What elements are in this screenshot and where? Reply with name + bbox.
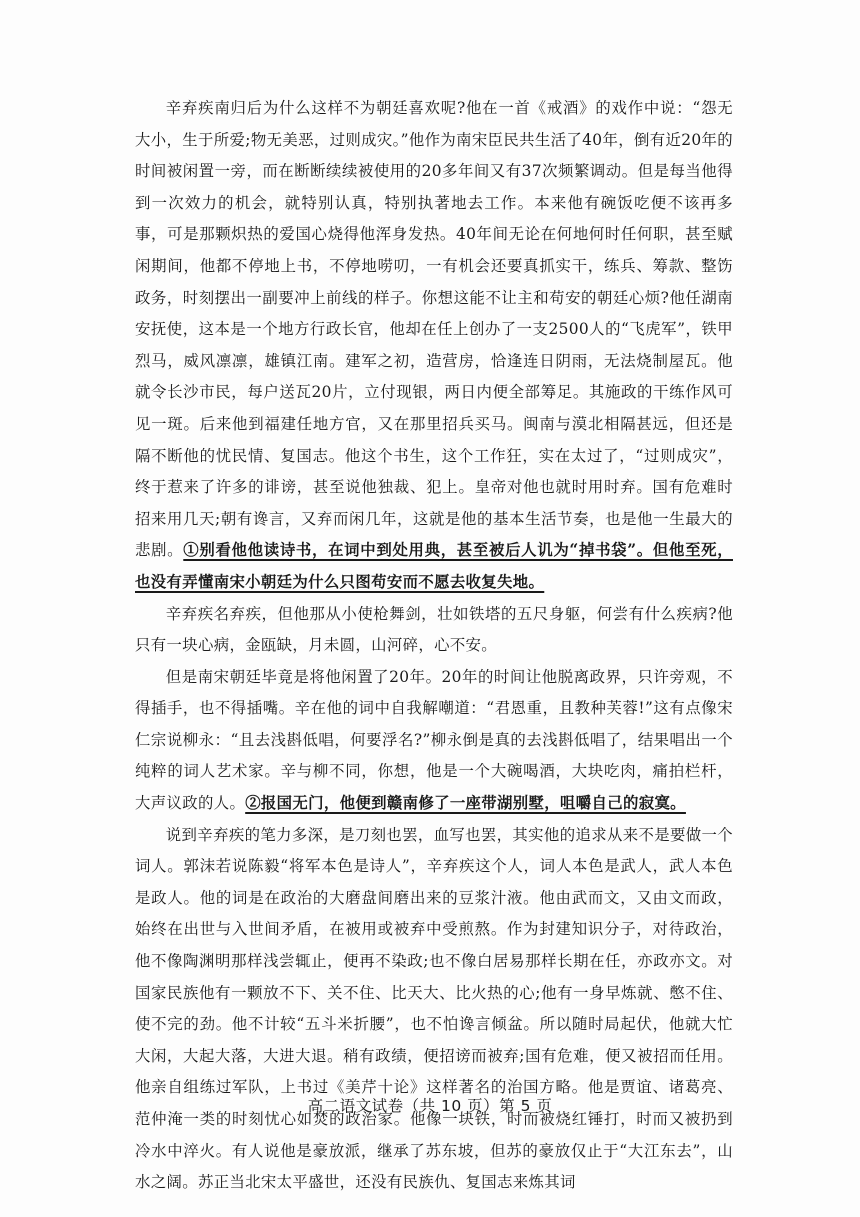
paragraph-4 — [135, 820, 733, 1199]
paragraph-4-text: 说到辛弃疾的笔力多深，是刀刻也罢，血写也罢，其实他的追求从来不是要做一个词人。郭沫若说陈毅“将军本色是诗人”，辛弃疾这个人，词人本色是武人，武人本色是政人。他的词是在政治的大磨盘间磨出来的豆浆汁液。他由武而文，又由文而政，始终在出世与入世间矛盾，在被用或被弃中受煎熬。作为封建知识分子，对待政治，他不像陶渊明那样浅尝辄止，便再不染政;也不像白居易那样长期在任，亦政亦文。对国家民族他有一颗放不下、关不住、比天大、比火热的心;他有一身早炼就、憋不住、使不完的劲。他不计较“五斗米折腰”，也不怕谗言倾盆。所以随时局起伏，他就大忙大闲，大起大落，大进大退。稍有政绩，便招谤而被弃;国有危难，便又被招而任用。他亲自组练过军队，上书过《美芹十论》这样著名的治国方略。他是贾谊、诸葛亮、范仲淹一类的时刻忧心如焚的政治家。他像一块铁，时而被烧红锤打，时而又被扔到冷水中淬火。有人说他是豪放派，继承了苏东坡，但苏的豪放仅止于“大江东去”，山水之阔。苏正当北宋太平盛世，还没有民族仇、复国志来炼其词 — [135, 825, 733, 1192]
paragraph-1 — [135, 93, 733, 599]
page-footer: 高二语文试卷（共 10 页）第 5 页 — [307, 1097, 553, 1115]
paragraph-1-text: 辛弃疾南归后为什么这样不为朝廷喜欢呢?他在一首《戒酒》的戏作中说：“怨无大小，生于所爱;物无美恶，过则成灾。”他作为南宋臣民共生活了40年，倒有近20年的时间被闲置一旁，而在断断续续被使用的20多年间又有37次频繁调动。但是每当他得到一次效力的机会，就特别认真，特别执著地去工作。本来他有碗饭吃便不该再多事，可是那颗炽热的爱国心烧得他浑身发热。40年间无论在何地何时任何职，甚至赋闲期间，他都不停地上书，不停地唠叨，一有机会还要真抓实干，练兵、筹款、整饬政务，时刻摆出一副要冲上前线的样子。你想这能不让主和苟安的朝廷心烦?他任湖南安抚使，这本是一个地方行政长官，他却在任上创办了一支2500人的“飞虎军”，铁甲烈马，威风凛凛，雄镇江南。建军之初，造营房，恰逢连日阴雨，无法烧制屋瓦。他就令长沙市民，每户送瓦20片，立付现银，两日内便全部筹足。其施政的干练作风可见一斑。后来他到福建任地方官，又在那里招兵买马。闽南与漠北相隔甚远，但还是隔不断他的忧民情、复国志。他这个书生，这个工作狂，实在太过了，“过则成灾”，终于惹来了许多的诽谤，甚至说他独裁、犯上。皇帝对他也就时用时弃。国有危难时招来用几天;朝有谗言，又弃而闲几年，这就是他的基本生活节奏，也是他一生最大的悲剧。 — [135, 99, 733, 560]
underlined-sentence-2: ②报国无门，他便到赣南修了一座带湖别墅，咀嚼自己的寂寞。 — [245, 794, 686, 813]
paragraph-2 — [135, 599, 733, 662]
paragraph-3-text: 但是南宋朝廷毕竟是将他闲置了20年。20年的时间让他脱离政界，只许旁观，不得插手，也不得插嘴。辛在他的词中自我解嘲道：“君恩重，且教种芙蓉!”这有点像宋仁宗说柳永：“且去浅斟低唱，何要浮名?”柳永倒是真的去浅斟低唱了，结果唱出一个纯粹的词人艺术家。辛与柳不同，你想，他是一个大碗喝酒，大块吃肉，痛拍栏杆，大声议政的人。 — [135, 667, 733, 813]
article-body — [135, 93, 733, 1199]
underlined-sentence-1: ①别看他他读诗书，在词中到处用典，甚至被后人讥为“掉书袋”。但他至死，也没有弄懂南宋小朝廷为什么只图苟安而不愿去收复失地。 — [135, 541, 733, 591]
paragraph-2-text: 辛弃疾名弃疾，但他那从小使枪舞剑，壮如铁塔的五尺身躯，何尝有什么疾病?他只有一块心病，金瓯缺，月未圆，山河碎，心不安。 — [135, 604, 733, 655]
paragraph-3 — [135, 662, 733, 820]
